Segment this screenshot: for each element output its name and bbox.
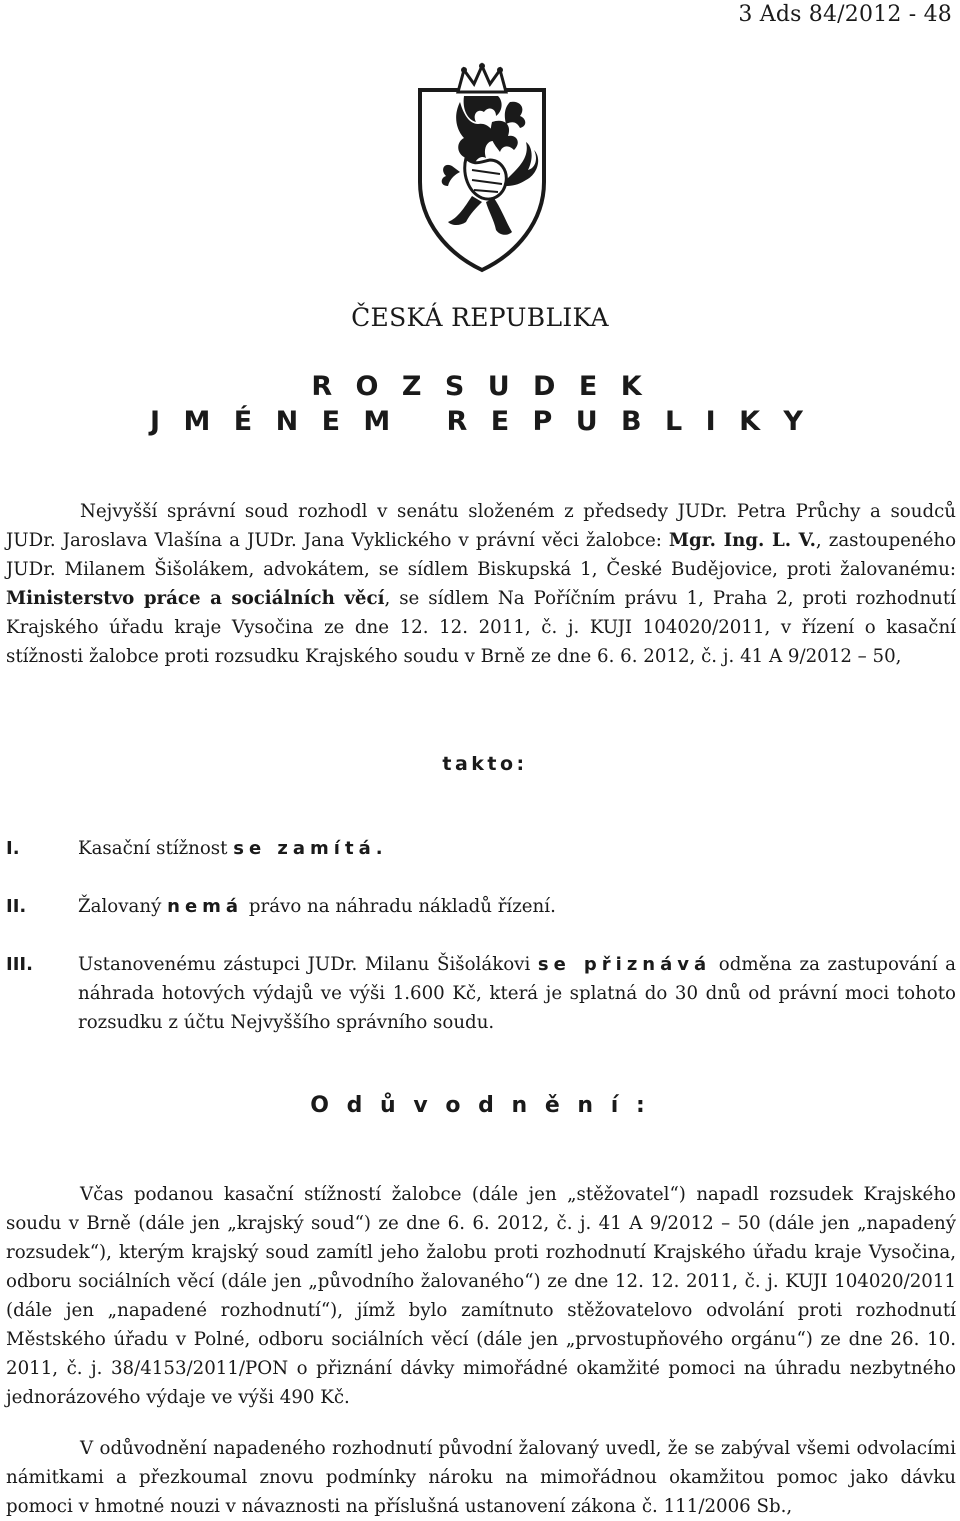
reasoning-paragraph-2 xyxy=(6,1434,956,1521)
czech-lion-coat-of-arms-icon xyxy=(412,62,552,274)
ruling-number: II. xyxy=(6,896,27,917)
ruling-number: I. xyxy=(6,838,20,859)
reasoning-text-2: V odůvodnění napadeného rozhodnutí původní žalovaný uvedl, že se zabýval všemi odvolacími námitkami a přezkoumal znovu podmínky nároku na mimořádnou okamžitou pomoc jako dávku pomoci v hmotné nouzi v návaznosti na příslušná ustanovení zákona č. 111/2006 Sb., xyxy=(6,1438,956,1517)
intro-part2: , zastoupeného JUDr. Milanem Šišolákem, advokátem, se sídlem Biskupská 1, České Budějovice, proti žalovanému: xyxy=(6,530,957,580)
ruling-emphasis: se přiznává xyxy=(537,954,712,975)
ruling-emphasis: se zamítá. xyxy=(233,838,388,859)
country-title: ČESKÁ REPUBLIKA xyxy=(351,303,609,332)
intro-part1: Nejvyšší správní soud rozhodl v senátu složeném z předsedy JUDr. Petra Průchy a soudců JUDr. Jaroslava Vlašína a JUDr. Jana Vyklického v právní věci žalobce: xyxy=(6,501,956,551)
takto-heading: takto: xyxy=(442,753,528,775)
case-reference: 3 Ads 84/2012 - 48 xyxy=(738,2,952,27)
ruling-item-2 xyxy=(6,892,956,921)
ruling-item-1 xyxy=(6,834,956,863)
ruling-text-after: odměna za zastupování a náhrada hotových výdajů ve výši 1.600 Kč, která je splatná do 30 dnů od právní moci tohoto rozsudku z účtu Nejvyššího správního soudu. xyxy=(78,954,956,1033)
verdict-title-line2: J M É N E M R E P U B L I K Y xyxy=(150,406,810,438)
ruling-number: III. xyxy=(6,954,33,975)
reasoning-heading: O d ů v o d n ě n í : xyxy=(310,1093,650,1118)
ruling-text: Žalovaný xyxy=(78,896,168,917)
verdict-title-line1: R O Z S U D E K xyxy=(311,371,649,402)
ruling-text: Ustanovenému zástupci JUDr. Milanu Šišolákovi xyxy=(78,954,538,975)
intro-paragraph xyxy=(6,497,956,671)
defendant-name: Ministerstvo práce a sociálních věcí xyxy=(6,588,385,609)
reasoning-text-1: Včas podanou kasační stížností žalobce (dále jen „stěžovatel“) napadl rozsudek Krajského soudu v Brně (dále jen „krajský soud“) ze dne 6. 6. 2012, č. j. 41 A 9/2012 – 50 (dále jen „napadený rozsudek“), kterým krajský soud zamítl jeho žalobu proti rozhodnutí Krajského úřadu kraje Vysočina, odboru sociálních věcí (dále jen „původního žalovaného“) ze dne 12. 12. 2011, č. j. KUJI 104020/2011 (dále jen „napadené rozhodnutí“), jímž bylo zamítnuto stěžovatelovo odvolání proti rozhodnutí Městského úřadu v Polné, odboru sociálních věcí (dále jen „prvostupňového orgánu“) ze dne 26. 10. 2011, č. j. 38/4153/2011/PON o přiznání dávky mimořádné okamžité pomoci na úhradu nezbytného jednorázového výdaje ve výši 490 Kč. xyxy=(6,1184,956,1408)
verdict-title xyxy=(0,369,960,439)
plaintiff-name: Mgr. Ing. L. V. xyxy=(668,530,816,551)
ruling-emphasis: nemá xyxy=(167,896,244,917)
reasoning-paragraph-1 xyxy=(6,1180,956,1412)
intro-part3: , se sídlem Na Poříčním právu 1, Praha 2, proti rozhodnutí Krajského úřadu kraje Vysočina ze dne 12. 12. 2011, č. j. KUJI 104020/2011, v řízení o kasační stížnosti žalobce proti rozsudku Krajského soudu v Brně ze dne 6. 6. 2012, č. j. 41 A 9/2012 – 50, xyxy=(6,588,956,667)
ruling-text-after: právo na náhradu nákladů řízení. xyxy=(243,896,556,917)
ruling-text: Kasační stížnost xyxy=(78,838,234,859)
ruling-item-3 xyxy=(6,950,956,1037)
